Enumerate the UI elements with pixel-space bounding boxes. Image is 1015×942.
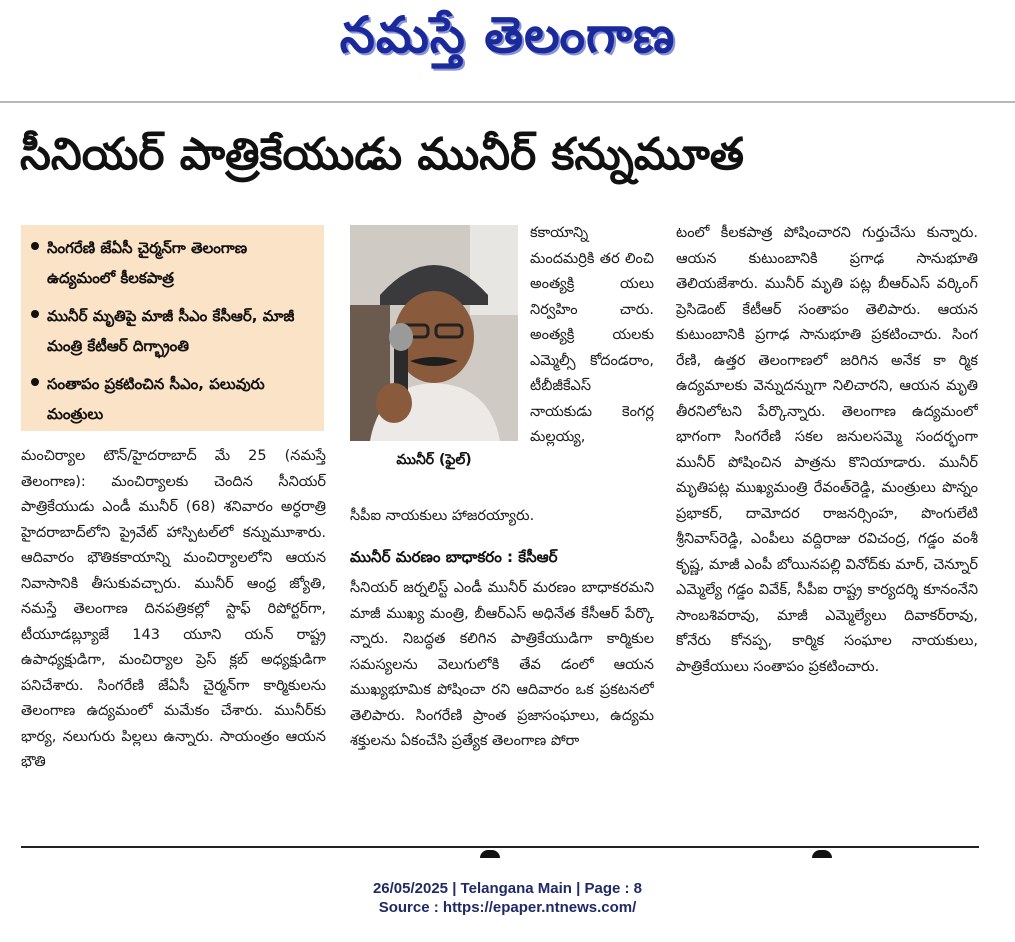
highlight-item	[31, 301, 318, 361]
highlight-item	[31, 369, 318, 429]
article-column-2-line	[350, 504, 654, 534]
article-column-2-body	[350, 576, 654, 838]
article-column-2-top	[530, 221, 654, 506]
cropped-next-article-mark	[480, 850, 500, 858]
article-paragraph: టంలో కీలకపాత్ర పోషించారని గుర్తుచేసు కున్నారు. ఆయన కుటుంబానికి ప్రగాఢ సానుభూతి తెలియజేశారు. మునీర్ మృతి పట్ల బీఆర్‌ఎస్ వర్కింగ్ ప్రెసిడెంట్ కేటీఆర్ సంతాపం తెలిపారు. ఆయన కుటుంబానికి ప్రగాఢ సానుభూతి ప్రకటించారు. సింగ రేణి, ఉత్తర తెలంగాణలో జరిగిన అనేక కా ర్మిక ఉద్యమాలకు వెన్నుదన్నుగా నిలిచారని, ఆయన మృతి తీరనిలోటని పేర్కొన్నారు. తెలంగాణ ఉద్యమంలో భాగంగా సింగరేణి సకల జనులసమ్మె సందర్భంగా మునీర్ పోషించిన పాత్రను కొనియాడారు. మునీర్ మృతిపట్ల ముఖ్యమంత్రి రేవంత్‌రెడ్డి, మంత్రులు పొన్నం ప్రభాకర్, దామోదర రాజనర్సింహ, పొంగులేటి శ్రీనివాస్‌రెడ్డి, ఎంపీలు వద్దిరాజు రవిచంద్ర, గడ్డం వంశీ కృష్ణ, మాజీ ఎంపీ బోయినపల్లి వినోద్‌కు మార్, చెన్నూర్ ఎమ్మెల్యే గడ్డం వివేక్, సీపీఐ రాష్ట్ర కార్యదర్శి కూనంనేని సాంబశివరావు, మాజీ ఎమ్మెల్యేలు దివాకర్‌రావు, కోనేరు కోనప్ప, కార్మిక సంఘాల నాయకులు, పాత్రికేయులు సంతాపం ప్రకటించారు.	[676, 225, 978, 675]
photo-caption: మునీర్ (ఫైల్)	[396, 452, 472, 468]
article-column-3	[676, 221, 978, 839]
highlight-text: మునీర్ మృతిపై మాజీ సీఎం కేసీఆర్, మాజీ మంత్రి కేటీఆర్ దిగ్భ్రాంతి	[47, 307, 295, 355]
highlight-text: సింగరేణి జేఏసీ చైర్మన్‌గా తెలంగాణ ఉద్యమంలో కీలకపాత్ర	[47, 239, 248, 287]
cropped-next-article-mark	[812, 850, 832, 858]
article-headline: సీనియర్ పాత్రికేయుడు మునీర్ కన్నుమూత	[20, 129, 745, 180]
masthead	[0, 0, 1015, 92]
article-paragraph: కకాయాన్ని మందమర్రికి తర లించి అంత్యక్రి యలు నిర్వహిం చారు. అంత్యక్రి యలకు ఎమ్మెల్సీ కోదండరాం, టీబీజీకేఎస్ నాయకుడు కెంగర్ల మల్లయ్య,	[530, 225, 654, 445]
footer-source-link[interactable]: Source : https://epaper.ntnews.com/	[378, 899, 637, 916]
article-photo	[350, 225, 518, 441]
epaper-footer	[0, 879, 1015, 917]
article-paragraph: సీనియర్ జర్నలిస్ట్ ఎండీ మునీర్ మరణం బాధాకరమని మాజీ ముఖ్య మంత్రి, బీఆర్‌ఎస్ అధినేత కేసీఆర్ పేర్కొ న్నారు. నిబద్ధత కలిగిన పాత్రికేయుడిగా కార్మికుల సమస్యలను వెలుగులోకి తేవ డంలో ఆయన ముఖ్యభూమిక పోషించా రని ఆదివారం ఒక ప్రకటనలో తెలిపారు. సింగరేణి ప్రాంత ప్రజాసంఘాలు, ఉద్యమ శక్తులను ఏకంచేసి ప్రత్యేక తెలంగాణ పోరా	[350, 580, 654, 749]
newspaper-logo: నమస్తే తెలంగాణ	[339, 6, 676, 64]
bullet-icon	[31, 378, 39, 386]
masthead-divider	[0, 101, 1015, 103]
article-paragraph: సీపీఐ నాయకులు హాజరయ్యారు.	[350, 508, 535, 524]
highlight-item	[31, 233, 318, 293]
article-subheading: మునీర్ మరణం బాధాకరం : కేసీఆర్	[350, 548, 558, 566]
bullet-icon	[31, 242, 39, 250]
footer-date-page: 26/05/2025 | Telangana Main | Page : 8	[372, 880, 643, 897]
article-paragraph: మంచిర్యాల టౌన్/హైదరాబాద్ మే 25 (నమస్తే తెలంగాణ): మంచిర్యాలకు చెందిన సీనియర్ పాత్రికేయుడు ఎండీ మునీర్ (68) శనివారం అర్ధరాత్రి హైదరాబాద్‌లోని ప్రైవేట్ హాస్పిటల్‌లో కన్నుమూశారు. ఆదివారం భౌతికకాయాన్ని మంచిర్యాలలోని ఆయన నివాసానికి తీసుకువచ్చారు. మునీర్ ఆంధ్ర జ్యోతి, నమస్తే తెలంగాణ దినపత్రికల్లో స్టాఫ్ రిపోర్టర్‌గా, టీయూడబ్ల్యూజే 143 యూని యన్ రాష్ట్ర ఉపాధ్యక్షుడిగా, మంచిర్యాల ప్రెస్ క్లబ్ అధ్యక్షుడిగా పనిచేశారు. సింగరేణి జేఏసీ చైర్మన్‌గా కార్మికులను తెలంగాణ ఉద్యమంలో మమేకం చేశారు. మునీర్‌కు భార్య, నలుగురు పిల్లలు ఉన్నారు. సాయంత్రం ఆయన భౌతి	[21, 448, 326, 770]
article-column-1	[21, 444, 326, 839]
highlights-box	[21, 225, 324, 431]
bullet-icon	[31, 310, 39, 318]
bottom-divider	[21, 846, 979, 848]
highlight-text: సంతాపం ప్రకటించిన సీఎం, పలువురు మంత్రులు	[47, 375, 265, 423]
speaker-photo-image	[350, 225, 518, 441]
